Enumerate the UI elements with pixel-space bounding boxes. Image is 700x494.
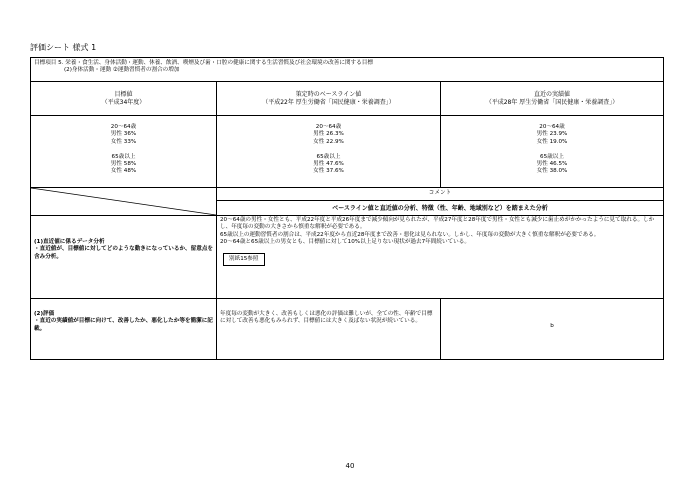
goal-item-cell	[31, 58, 663, 81]
recent-values: 20～64歳 男性 23.9% 女性 19.0% 65歳以上 男性 46.5% 女性 38.0%	[536, 124, 568, 175]
recent-header-label: 直近の実績値	[533, 91, 570, 98]
target-header-label: 目標値	[114, 91, 133, 98]
comment-heading-row	[31, 188, 663, 216]
recent-header-sub: （平成28年 厚生労働省「国民健康・栄養調査」）	[485, 98, 619, 106]
data-analysis-label	[31, 216, 217, 298]
data-analysis-content	[217, 216, 663, 298]
evaluation-title: (2)評価	[34, 311, 55, 317]
sheet-title: 評価シート 様式 1	[30, 43, 97, 52]
values-row	[31, 116, 663, 188]
evaluation-row	[31, 299, 663, 359]
recent-header	[441, 82, 663, 115]
evaluation-label	[31, 299, 217, 359]
evaluation-grade: b	[550, 323, 554, 329]
baseline-header	[217, 82, 441, 115]
goal-item-line1: 目標項目 5. 栄養・食生活、身体活動・運動、休養、飲酒、喫煙及び歯・口腔の健康に関する生活習慣及び社会環境の改善に関する目標	[34, 60, 373, 66]
target-values: 20～64歳 男性 36% 女性 33% 65歳以上 男性 58% 女性 48%	[31, 116, 217, 187]
goal-item-line2: (2)身体活動・運動 ②運動習慣者の割合の増加	[64, 67, 180, 74]
evaluation-text: 年度毎の変動が大きく、改善もしくは悪化の評価は難しいが、全ての性、年齢で目標に対して改善も悪化もみられず、目標値には大きく及ばない状況が続いている。	[217, 299, 441, 359]
baseline-header-label: 策定時のベースライン値	[295, 91, 362, 98]
reference-box: 別紙15参照	[223, 253, 265, 266]
comment-label: コメント	[217, 188, 663, 201]
evaluation-desc: ・直近の実績値が目標に向けて、改善したか、悪化したか等を簡潔に記載。	[34, 318, 213, 332]
target-header-sub: （平成34年度）	[101, 98, 146, 106]
goal-item-row	[31, 58, 663, 82]
data-analysis-text: 20～64歳の男性・女性とも、平成22年度と平成26年度まで減少傾向が見られたが、平成27年度と28年度で男性・女性とも減少に歯止めがかかったように見て取れる。しかし、年度毎の変動の大きさから慎重な解釈が必要である。 65歳以上の運動習慣者の割合は、平成22年度から直近28年度まで改善・悪化は見られない。しかし、年度毎の変動が大きく慎重な解釈が必要である。 20～64歳と65歳以上の男女とも、目標値に対して10%以上足りない現状が過去7年間続いている。	[220, 217, 655, 246]
data-analysis-title: (1)直近値に係るデータ分析	[34, 239, 105, 245]
baseline-header-sub: （平成22年 厚生労働省「国民健康・栄養調査」）	[262, 98, 395, 106]
column-header-row	[31, 82, 663, 116]
diagonal-line	[31, 188, 216, 215]
page-number: 40	[345, 462, 355, 470]
data-analysis-desc: ・直近値が、目標値に対してどのような動きになっているか、留意点を含み分析。	[34, 246, 214, 260]
analysis-heading: ベースライン値と直近値の分析、特徴（性、年齢、地域別など）を踏まえた分析	[332, 205, 548, 212]
baseline-values: 20～64歳 男性 26.3% 女性 22.9% 65歳以上 男性 47.6% 女性 37.6%	[217, 116, 441, 187]
target-header	[31, 82, 217, 115]
diagonal-cell	[31, 188, 217, 215]
evaluation-table	[30, 57, 664, 360]
data-analysis-row	[31, 216, 663, 299]
